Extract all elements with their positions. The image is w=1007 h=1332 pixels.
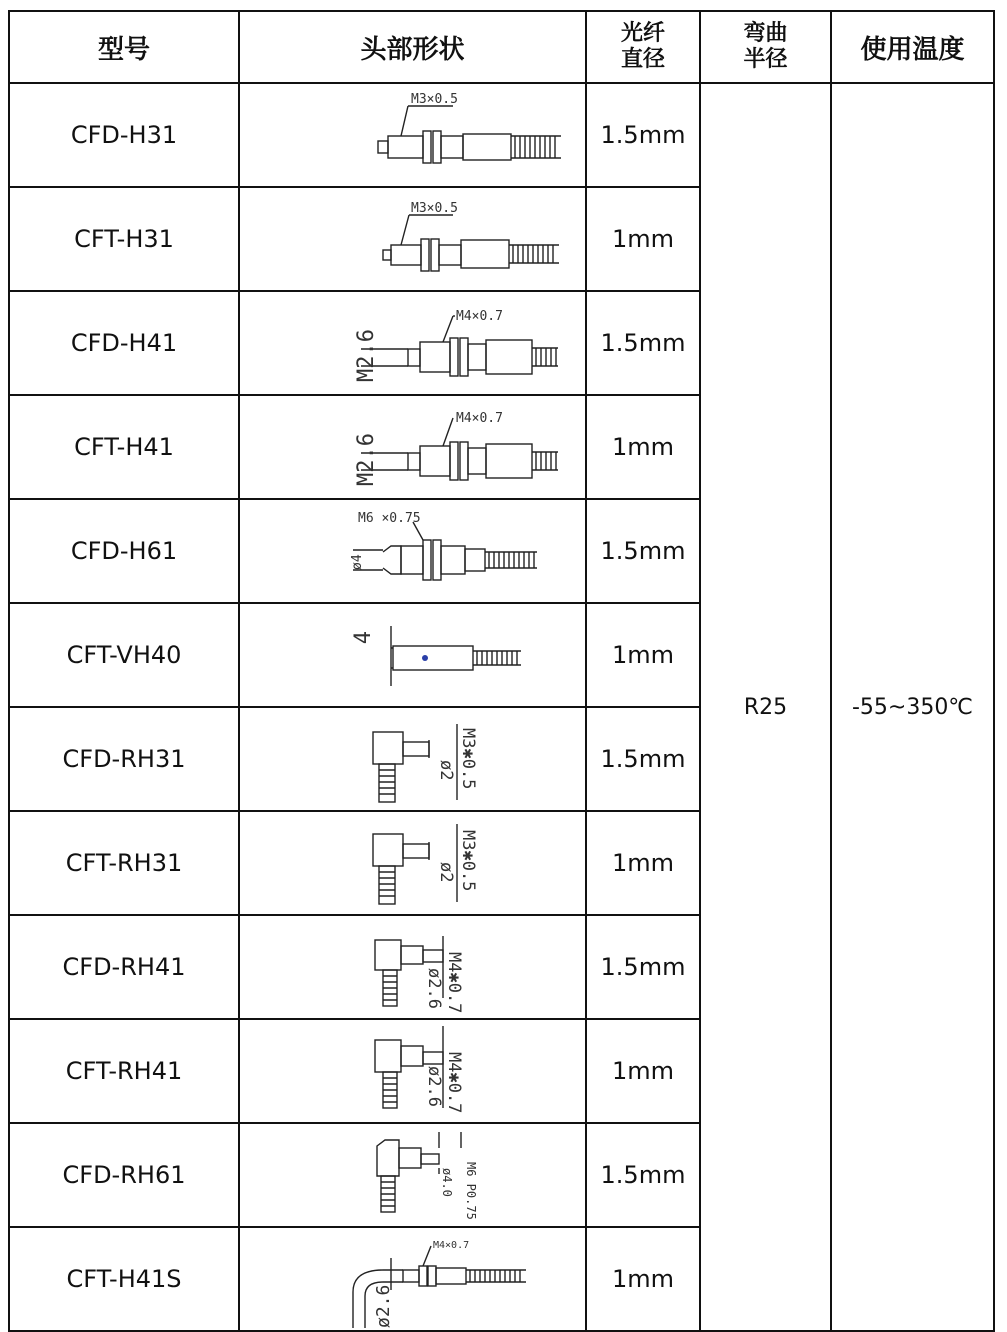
- header-bend-radius: [700, 11, 831, 83]
- head-shape-drawing: [243, 918, 583, 1016]
- diameter-cell: 1.5mm: [586, 499, 700, 603]
- model-cell: CFD-H31: [9, 83, 239, 187]
- diameter-cell: 1mm: [586, 187, 700, 291]
- header-bend-line1: 弯曲: [743, 21, 788, 46]
- shape-cell: [239, 1227, 586, 1331]
- model-cell: CFD-RH41: [9, 915, 239, 1019]
- shape-cell: [239, 915, 586, 1019]
- model-cell: CFT-VH40: [9, 603, 239, 707]
- shape-cell: [239, 187, 586, 291]
- head-shape-drawing: [243, 294, 583, 392]
- head-shape-drawing: [243, 814, 583, 912]
- header-fiber-diameter: [586, 11, 700, 83]
- header-fiber-line2: 直径: [620, 47, 665, 72]
- model-cell: CFD-RH31: [9, 707, 239, 811]
- diameter-label: ø2.6: [423, 968, 444, 1009]
- thread-label: M3×0.5: [410, 92, 458, 107]
- diameter-cell: 1mm: [586, 395, 700, 499]
- head-shape-drawing: [243, 86, 583, 184]
- head-shape-drawing: [243, 502, 583, 600]
- bend-radius-cell: R25: [700, 83, 831, 1331]
- diameter-cell: 1.5mm: [586, 915, 700, 1019]
- diameter-cell: 1mm: [586, 811, 700, 915]
- diameter-cell: 1mm: [586, 603, 700, 707]
- thread-label: M6 ×0.75: [357, 511, 421, 526]
- head-shape-drawing: [243, 190, 583, 288]
- thread-label: M4×0.7: [432, 1240, 469, 1251]
- shape-cell: [239, 395, 586, 499]
- model-cell: CFT-RH31: [9, 811, 239, 915]
- thread-label: M4×0.7: [455, 309, 503, 324]
- header-shape: 头部形状: [239, 11, 586, 83]
- header-model: 型号: [9, 11, 239, 83]
- head-shape-drawing: [243, 398, 583, 496]
- diameter-cell: 1.5mm: [586, 1123, 700, 1227]
- thread-label: M6 P0.75: [463, 1162, 478, 1220]
- model-cell: CFT-H41S: [9, 1227, 239, 1331]
- thread-label: M3×0.5: [410, 201, 458, 216]
- diameter-label: ø4.0: [439, 1168, 454, 1197]
- thread-label: M3✱0.5: [457, 728, 478, 790]
- temperature-cell: -55~350℃: [831, 83, 994, 1331]
- head-shape-drawing: [243, 1126, 583, 1224]
- head-shape-drawing: [243, 710, 583, 808]
- spec-table: [8, 10, 995, 1332]
- diameter-cell: 1.5mm: [586, 707, 700, 811]
- thread-label: M3✱0.5: [457, 830, 478, 892]
- header-fiber-line1: 光纤: [620, 21, 665, 46]
- sensor-dot-icon: [422, 655, 428, 661]
- diameter-label: ø2: [435, 760, 456, 781]
- diameter-cell: 1.5mm: [586, 291, 700, 395]
- shape-cell: [239, 603, 586, 707]
- shape-cell: [239, 83, 586, 187]
- shape-cell: [239, 1019, 586, 1123]
- diameter-cell: 1mm: [586, 1227, 700, 1331]
- model-cell: CFD-H41: [9, 291, 239, 395]
- shape-cell: [239, 811, 586, 915]
- thread-label: M4×0.7: [455, 411, 503, 426]
- head-shape-drawing: [243, 1022, 583, 1120]
- diameter-cell: 1.5mm: [586, 83, 700, 187]
- diameter-cell: 1mm: [586, 1019, 700, 1123]
- header-bend-line2: 半径: [743, 47, 788, 72]
- header-row: [9, 11, 994, 83]
- thread-label: M4✱0.7: [443, 1052, 464, 1114]
- diameter-label: M2.6: [353, 329, 379, 382]
- diameter-label: ø2.6: [423, 1066, 444, 1107]
- model-cell: CFT-H31: [9, 187, 239, 291]
- head-shape-drawing: [243, 1230, 583, 1328]
- header-temperature: 使用温度: [831, 11, 994, 83]
- head-shape-drawing: [243, 606, 583, 704]
- diameter-label: ø2: [435, 862, 456, 883]
- shape-cell: [239, 707, 586, 811]
- shape-cell: [239, 1123, 586, 1227]
- model-cell: CFT-H41: [9, 395, 239, 499]
- diameter-label: ø2.6: [372, 1284, 394, 1328]
- diameter-label: M2.6: [353, 433, 379, 486]
- thread-label: M4✱0.7: [443, 952, 464, 1014]
- diameter-label: ø4: [349, 554, 365, 570]
- model-cell: CFD-H61: [9, 499, 239, 603]
- model-cell: CFT-RH41: [9, 1019, 239, 1123]
- shape-cell: [239, 291, 586, 395]
- model-cell: CFD-RH61: [9, 1123, 239, 1227]
- dimension-label: 4: [350, 631, 376, 645]
- shape-cell: [239, 499, 586, 603]
- table-row: [9, 83, 994, 187]
